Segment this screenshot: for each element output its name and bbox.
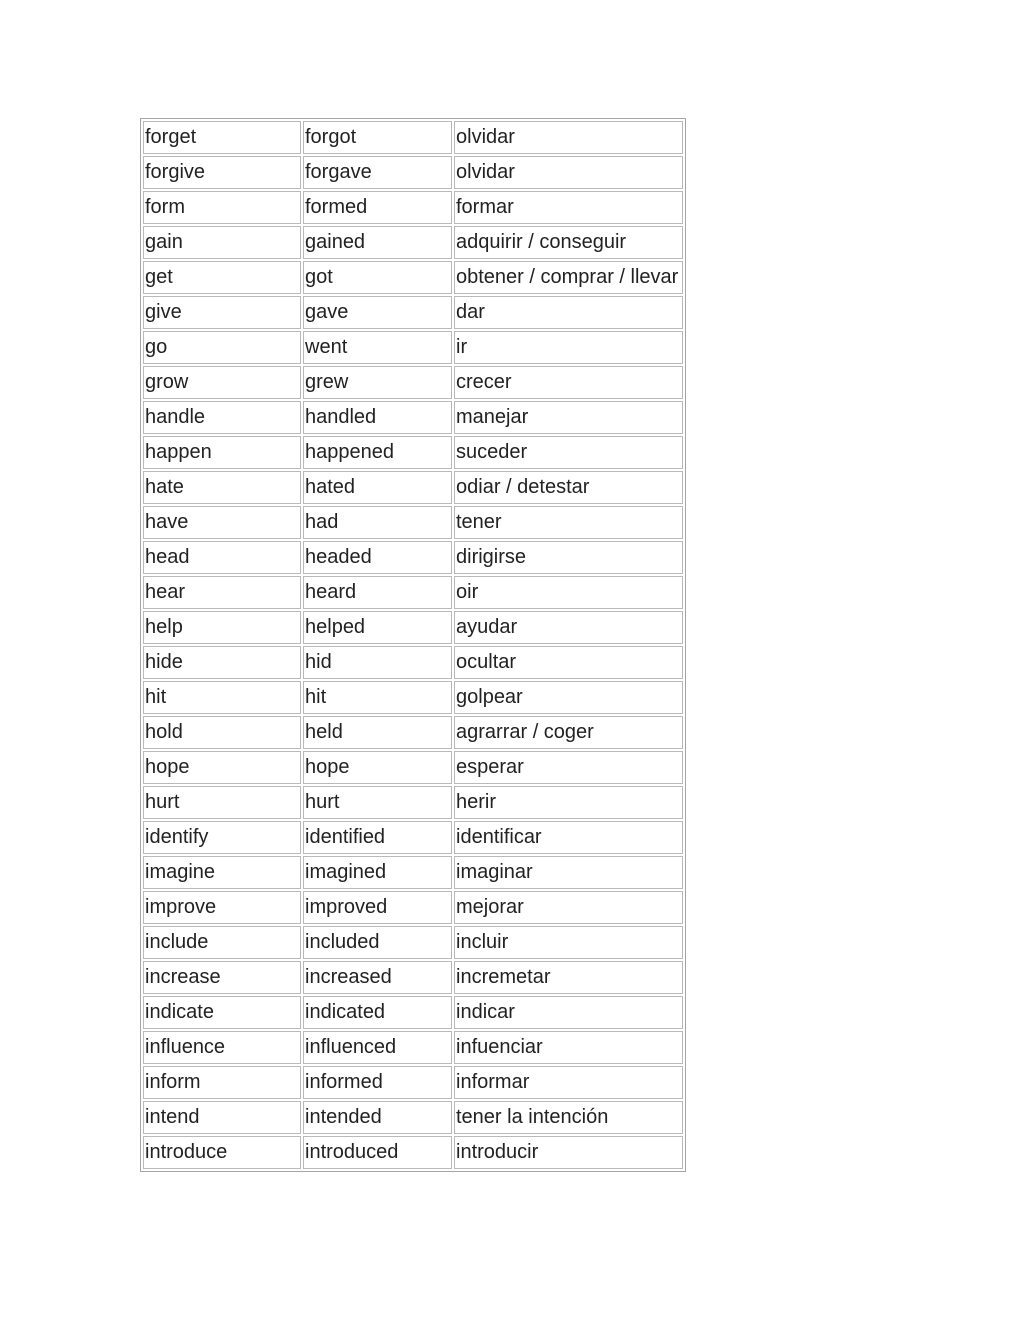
spanish-translation-cell: manejar [454,401,683,434]
spanish-translation-cell: olvidar [454,121,683,154]
past-form-cell: handled [303,401,452,434]
base-form-cell: hate [143,471,301,504]
spanish-translation-cell: oir [454,576,683,609]
spanish-translation-cell: dirigirse [454,541,683,574]
table-row [143,646,683,679]
base-form-cell: hurt [143,786,301,819]
spanish-translation-cell: herir [454,786,683,819]
past-form-cell: gave [303,296,452,329]
table-row [143,331,683,364]
base-form-cell: hope [143,751,301,784]
base-form-cell: intend [143,1101,301,1134]
table-row [143,366,683,399]
table-row [143,1031,683,1064]
base-form-cell: forget [143,121,301,154]
base-form-cell: hear [143,576,301,609]
base-form-cell: increase [143,961,301,994]
spanish-translation-cell: olvidar [454,156,683,189]
past-form-cell: had [303,506,452,539]
table-row [143,996,683,1029]
past-form-cell: heard [303,576,452,609]
past-form-cell: hid [303,646,452,679]
past-form-cell: grew [303,366,452,399]
table-row [143,611,683,644]
past-form-cell: hurt [303,786,452,819]
spanish-translation-cell: tener [454,506,683,539]
verb-table-body [143,121,683,1169]
past-form-cell: went [303,331,452,364]
past-form-cell: gained [303,226,452,259]
base-form-cell: happen [143,436,301,469]
table-row [143,821,683,854]
base-form-cell: grow [143,366,301,399]
table-row [143,681,683,714]
base-form-cell: give [143,296,301,329]
table-row [143,541,683,574]
table-row [143,121,683,154]
spanish-translation-cell: ayudar [454,611,683,644]
spanish-translation-cell: introducir [454,1136,683,1169]
table-row [143,891,683,924]
past-form-cell: informed [303,1066,452,1099]
base-form-cell: imagine [143,856,301,889]
table-row [143,401,683,434]
spanish-translation-cell: obtener / comprar / llevar [454,261,683,294]
base-form-cell: hide [143,646,301,679]
past-form-cell: hated [303,471,452,504]
spanish-translation-cell: ocultar [454,646,683,679]
spanish-translation-cell: imaginar [454,856,683,889]
past-form-cell: imagined [303,856,452,889]
past-form-cell: increased [303,961,452,994]
spanish-translation-cell: dar [454,296,683,329]
table-row [143,261,683,294]
table-row [143,1066,683,1099]
past-form-cell: included [303,926,452,959]
spanish-translation-cell: esperar [454,751,683,784]
spanish-translation-cell: golpear [454,681,683,714]
base-form-cell: help [143,611,301,644]
spanish-translation-cell: informar [454,1066,683,1099]
past-form-cell: happened [303,436,452,469]
past-form-cell: improved [303,891,452,924]
past-form-cell: held [303,716,452,749]
base-form-cell: have [143,506,301,539]
table-row [143,191,683,224]
spanish-translation-cell: mejorar [454,891,683,924]
base-form-cell: introduce [143,1136,301,1169]
verb-table [140,118,686,1172]
table-row [143,226,683,259]
spanish-translation-cell: indicar [454,996,683,1029]
table-row [143,926,683,959]
table-row [143,296,683,329]
table-row [143,436,683,469]
table-row [143,471,683,504]
past-form-cell: hit [303,681,452,714]
past-form-cell: forgave [303,156,452,189]
base-form-cell: hold [143,716,301,749]
base-form-cell: include [143,926,301,959]
past-form-cell: helped [303,611,452,644]
spanish-translation-cell: crecer [454,366,683,399]
past-form-cell: influenced [303,1031,452,1064]
table-row [143,1136,683,1169]
spanish-translation-cell: tener la intención [454,1101,683,1134]
base-form-cell: get [143,261,301,294]
spanish-translation-cell: formar [454,191,683,224]
base-form-cell: hit [143,681,301,714]
table-row [143,506,683,539]
table-row [143,716,683,749]
spanish-translation-cell: incluir [454,926,683,959]
spanish-translation-cell: odiar / detestar [454,471,683,504]
past-form-cell: formed [303,191,452,224]
base-form-cell: form [143,191,301,224]
spanish-translation-cell: identificar [454,821,683,854]
table-row [143,1101,683,1134]
base-form-cell: head [143,541,301,574]
base-form-cell: indicate [143,996,301,1029]
spanish-translation-cell: agrarrar / coger [454,716,683,749]
base-form-cell: gain [143,226,301,259]
table-row [143,961,683,994]
past-form-cell: introduced [303,1136,452,1169]
base-form-cell: improve [143,891,301,924]
table-row [143,751,683,784]
base-form-cell: go [143,331,301,364]
past-form-cell: indicated [303,996,452,1029]
spanish-translation-cell: ir [454,331,683,364]
table-row [143,856,683,889]
past-form-cell: headed [303,541,452,574]
spanish-translation-cell: suceder [454,436,683,469]
past-form-cell: hope [303,751,452,784]
past-form-cell: got [303,261,452,294]
base-form-cell: influence [143,1031,301,1064]
base-form-cell: handle [143,401,301,434]
spanish-translation-cell: adquirir / conseguir [454,226,683,259]
past-form-cell: identified [303,821,452,854]
table-row [143,156,683,189]
past-form-cell: intended [303,1101,452,1134]
spanish-translation-cell: incremetar [454,961,683,994]
table-row [143,786,683,819]
base-form-cell: forgive [143,156,301,189]
table-row [143,576,683,609]
base-form-cell: inform [143,1066,301,1099]
past-form-cell: forgot [303,121,452,154]
base-form-cell: identify [143,821,301,854]
spanish-translation-cell: infuenciar [454,1031,683,1064]
